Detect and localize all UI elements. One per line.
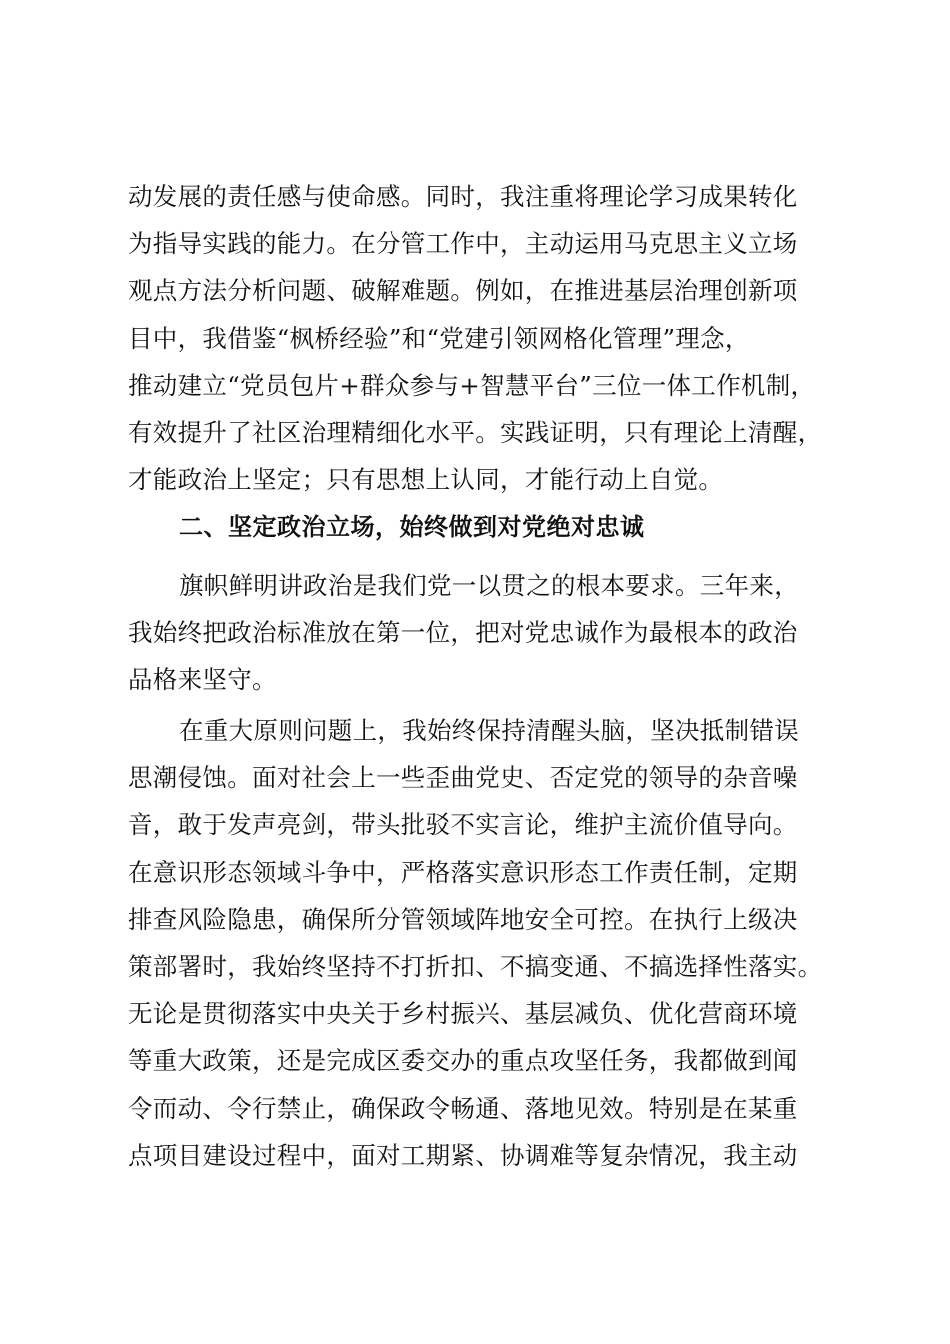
- text-line: 无论是贯彻落实中央关于乡村振兴、基层减负、优化营商环境: [128, 999, 798, 1029]
- text-line: 目中，我借鉴“枫桥经验”和“党建引领网格化管理”理念，: [128, 323, 750, 353]
- text-line: 音，敢于发声亮剑，带头批驳不实言论，维护主流价值导向。: [128, 810, 798, 840]
- paragraph-continued: [128, 173, 848, 503]
- text-line: 在意识形态领域斗争中，严格落实意识形态工作责任制，定期: [128, 857, 798, 887]
- text-line: 令而动、令行禁止，确保政令畅通、落地见效。特别是在某重: [128, 1093, 798, 1123]
- text-line: 推动建立“党员包片+群众参与+智慧平台”三位一体工作机制，: [128, 370, 816, 400]
- text-line: 思潮侵蚀。面对社会上一些歪曲党史、否定党的领导的杂音噪: [128, 763, 798, 793]
- text-line: 点项目建设过程中，面对工期紧、协调难等复杂情况，我主动: [128, 1140, 798, 1170]
- text-line: 才能政治上坚定；只有思想上认同，才能行动上自觉。: [128, 465, 724, 495]
- section-heading: 二、坚定政治立场，始终做到对党绝对忠诚: [179, 513, 645, 541]
- text-line: 有效提升了社区治理精细化水平。实践证明，只有理论上清醒，: [128, 417, 823, 447]
- text-line: 品格来坚守。: [128, 665, 277, 695]
- text-line: 在重大原则问题上，我始终保持清醒头脑，坚决抵制错误: [179, 716, 799, 745]
- text-line: 观点方法分析问题、破解难题。例如，在推进基层治理创新项: [128, 276, 798, 306]
- paragraph-two: [128, 562, 848, 704]
- paragraph-three: [128, 707, 848, 1179]
- text-line: 排查风险隐患，确保所分管领域阵地安全可控。在执行上级决: [128, 904, 798, 934]
- text-line: 策部署时，我始终坚持不打折扣、不搞变通、不搞选择性落实。: [128, 951, 823, 981]
- text-line: 旗帜鲜明讲政治是我们党一以贯之的根本要求。三年来，: [179, 571, 799, 600]
- text-line: 为指导实践的能力。在分管工作中，主动运用马克思主义立场: [128, 229, 798, 259]
- text-line: 等重大政策，还是完成区委交办的重点攻坚任务，我都做到闻: [128, 1046, 798, 1076]
- text-line: 我始终把政治标准放在第一位，把对党忠诚作为最根本的政治: [128, 618, 798, 648]
- text-line: 动发展的责任感与使命感。同时，我注重将理论学习成果转化: [128, 182, 798, 211]
